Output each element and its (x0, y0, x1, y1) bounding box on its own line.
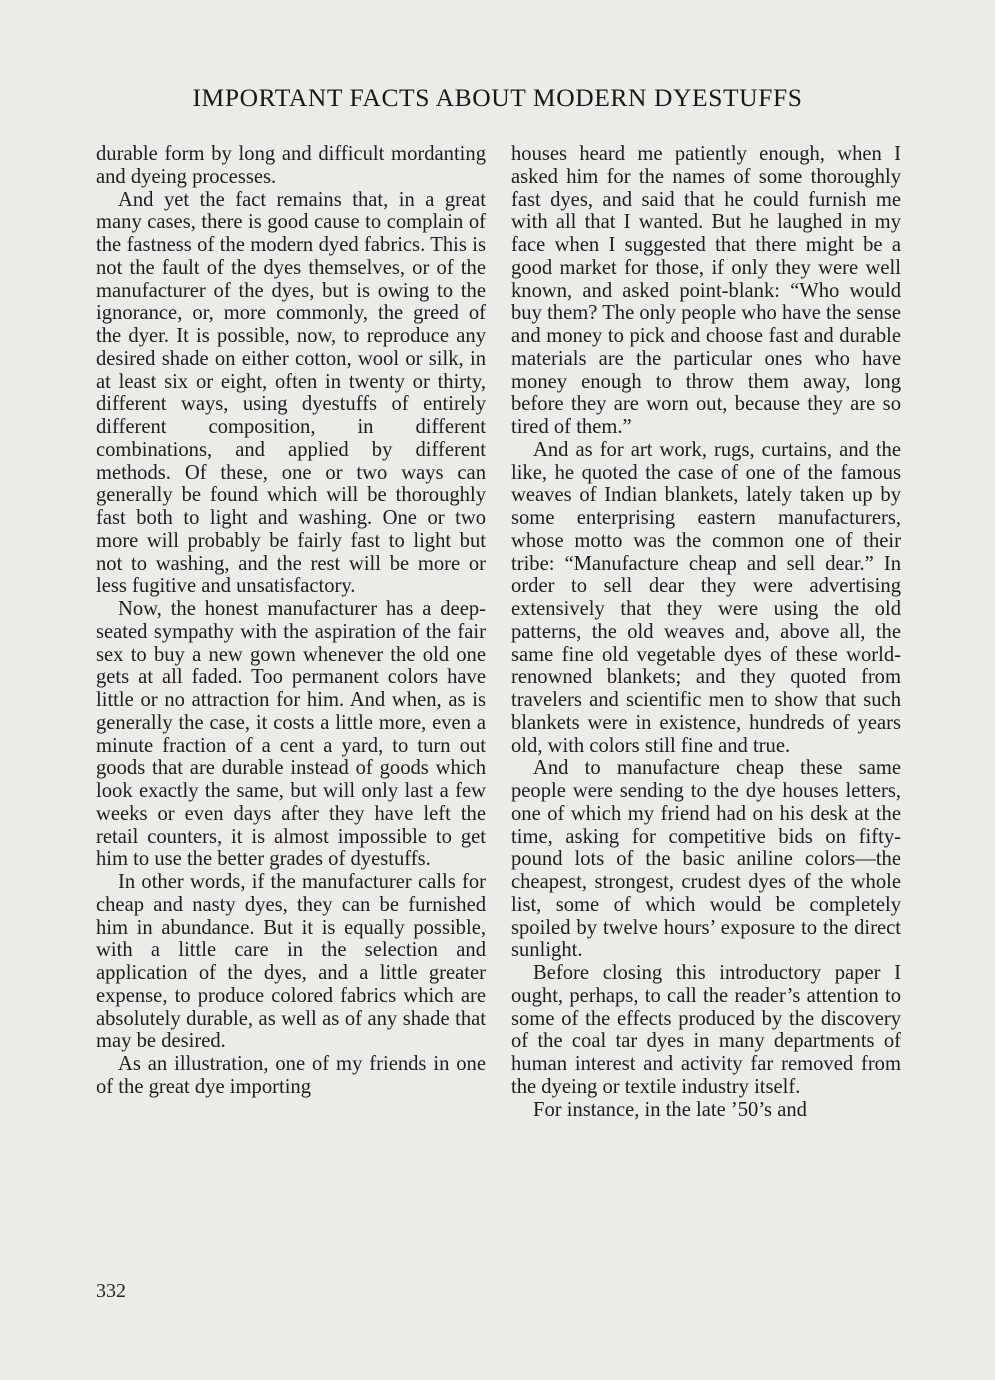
page-title: IMPORTANT FACTS ABOUT MODERN DYESTUFFS (192, 83, 803, 112)
paragraph: As an illustration, one of my friends in one of the great dye importing (96, 1053, 486, 1098)
left-column (96, 143, 486, 1099)
paragraph: durable form by long and difficult mordanting and dyeing processes. (96, 143, 486, 188)
paragraph: And as for art work, rugs, curtains, and the like, he quoted the case of one of the famous weaves of Indian blankets, lately taken up by some enterprising eastern manufacturers, whose motto was the common one of their tribe: “Manufacture cheap and sell dear.” In order to sell dear they were advertising extensively that they were using the old patterns, the old weaves and, above all, the same fine old vegetable dyes of these world-renowned blankets; and they quoted from travelers and scientific men to show that such blankets were in existence, hundreds of years old, with colors still fine and true. (511, 438, 901, 757)
paragraph: Before closing this introductory paper I ought, perhaps, to call the reader’s attention to some of the effects produced by the discovery of the coal tar dyes in many departments of human interest and activity far removed from the dyeing or textile industry itself. (511, 962, 901, 1098)
paragraph: For instance, in the late ’50’s and (533, 1098, 807, 1121)
paragraph: houses heard me patiently enough, when I asked him for the names of some thoroughly fast dyes, and said that he could furnish me with all that I wanted. But he laughed in my face when I suggested that there might be a good market for those, if only they were well known, and asked point-blank: “Who would buy them? The only people who have the sense and money to pick and choose fast and durable materials are the particular ones who have money enough to throw them away, long before they are worn out, because they are so tired of them.” (511, 143, 901, 438)
paragraph: And yet the fact remains that, in a great many cases, there is good cause to complain of the fastness of the modern dyed fabrics. This is not the fault of the dyes themselves, or of the manufacturer of the dyes, but is owing to the ignorance, or, more commonly, the greed of the dyer. It is possible, now, to reproduce any desired shade on either cotton, wool or silk, in at least six or eight, often in twenty or thirty, different ways, using dyestuffs of entirely different composition, in different combinations, and applied by different methods. Of these, one or two ways can generally be found which will be thoroughly fast both to light and washing. One or two more will probably be fairly fast to light but not to washing, and the rest will be more or less fugitive and unsatisfactory. (96, 188, 486, 598)
page-number: 332 (96, 1280, 126, 1302)
paragraph: In other words, if the manufacturer calls for cheap and nasty dyes, they can be furnished him in abundance. But it is equally possible, with a little care in the selection and application of the dyes, and a little greater expense, to produce colored fabrics which are absolutely durable, as well as of any shade that may be desired. (96, 871, 486, 1053)
paragraph: Now, the honest manufacturer has a deep-seated sympathy with the aspiration of the fair sex to buy a new gown whenever the old one gets at all faded. Too permanent colors have little or no attraction for him. And when, as is generally the case, it costs a little more, even a minute fraction of a cent a yard, to turn out goods that are durable instead of goods which look exactly the same, but will only last a few weeks or even days after they have left the retail counters, it is almost impossible to get him to use the better grades of dyestuffs. (96, 598, 486, 871)
paragraph: And to manufacture cheap these same people were sending to the dye houses letters, one of which my friend had on his desk at the time, asking for competitive bids on fifty-pound lots of the basic aniline colors—the cheapest, strongest, crudest dyes of the whole list, some of which would be completely spoiled by twelve hours’ exposure to the direct sunlight. (511, 757, 901, 962)
right-column (511, 143, 901, 1121)
